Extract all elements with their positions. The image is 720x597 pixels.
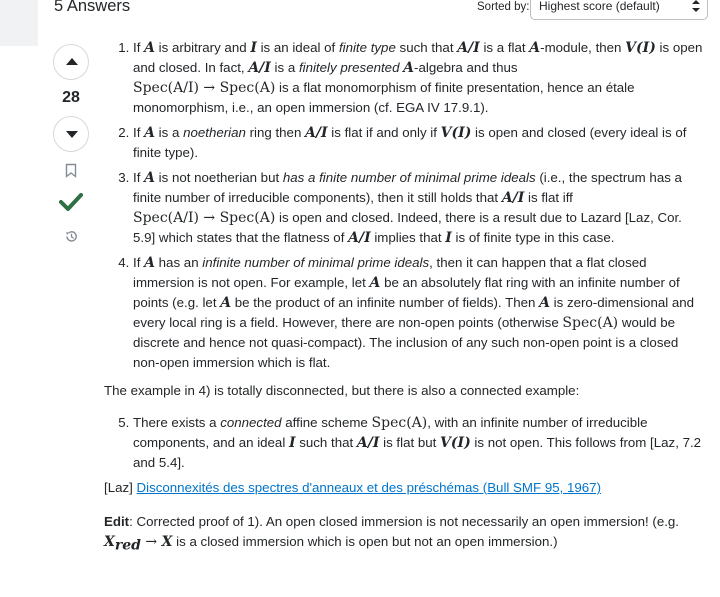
sort-select[interactable]: [530, 0, 708, 20]
answers-count-heading: 5 Answers: [54, 0, 131, 15]
middle-paragraph: The example in 4) is totally disconnected, but there is also a connected example:: [104, 383, 580, 398]
answer-list: [104, 38, 704, 373]
left-sidebar-strip: [0, 0, 38, 597]
sidebar-shade: [0, 0, 38, 46]
sort-label: Sorted by:: [477, 1, 530, 13]
list-item: 2. If A is a noetherian ring then A/I is flat if and only if V(I) is open and closed (every ideal is of finite type).: [133, 123, 704, 163]
reference-link[interactable]: Disconnexités des spectres d'anneaux et des préschémas (Bull SMF 95, 1967): [136, 480, 602, 495]
list-item: 4. If A has an infinite number of minimal prime ideals, then it can happen that a flat closed immersion is not open. For example, let A be an absolutely flat ring with an infinite number of points (e.g. let A be the product of an infinite number of fields). Then A is zero-dimensional and every local ring is a field. However, there are non-open points (otherwise Spec(A) would be discrete and hence not quasi-compact). The inclusion of any such non-open point is a closed non-open immersion which is flat.: [133, 253, 704, 373]
list-item: 1. If A is arbitrary and I is an ideal of finite type such that A/I is a flat A-module, then V(I) is open and closed. In fact, A/I is a finitely presented A-algebra and thus Spec(A/I) → Spec(A) is a flat monomorphism of finite presentation, hence an étale monomorphism, i.e., an open immersion (cf. EGA IV 17.9.1).: [133, 38, 704, 118]
checkmark-icon: [59, 192, 83, 212]
answer-body: [104, 38, 704, 569]
downvote-button[interactable]: [53, 116, 89, 152]
edit-label: Edit: [104, 514, 130, 529]
list-item: 5. There exists a connected affine scheme Spec(A), with an infinite number of irreducible components, and an ideal I such that A/I is flat but V(I) is not open. This follows from [Laz, 7.2 and 5.4].: [133, 413, 704, 473]
sort-select-value: Highest score (default): [539, 0, 660, 13]
history-icon[interactable]: [64, 229, 79, 244]
edit-note: Edit: Corrected proof of 1). An open closed immersion is not necessarily an open immersion! (e.g. $X_{red} \to X$ is a closed immersion which is open but not an open immersion.): [104, 514, 679, 554]
answer-list-continued: [104, 413, 704, 473]
list-item: 3. If A is not noetherian but has a finite number of minimal prime ideals (i.e., the spectrum has a finite number of irreducible components), then it still holds that A/I is flat iff Spec(A/I) → Spec(A) is open and closed. Indeed, there is a result due to Lazard [Laz, Cor. 5.9] which states that the flatness of A/I implies that I is of finite type in this case.: [133, 168, 704, 248]
arrow-down-icon: [65, 129, 79, 139]
bookmark-icon[interactable]: [65, 163, 77, 178]
vote-score: 28: [62, 89, 80, 106]
reference-line: [104, 478, 704, 498]
reference-label: [Laz]: [104, 480, 137, 495]
upvote-button[interactable]: [53, 44, 89, 80]
select-arrows-icon: [691, 0, 701, 13]
arrow-up-icon: [65, 57, 79, 67]
